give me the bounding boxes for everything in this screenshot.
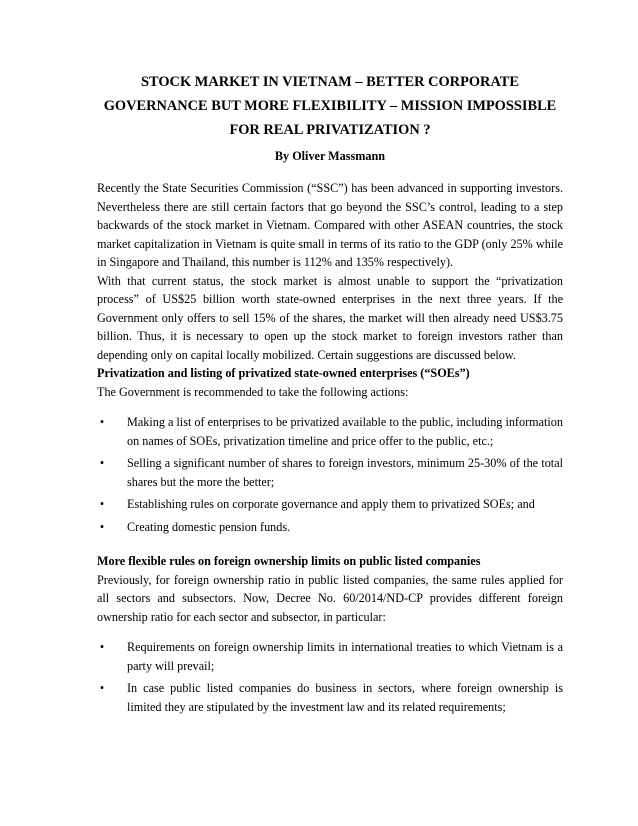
bullet-icon: • — [99, 497, 105, 511]
section-lead-privatization: The Government is recommended to take the following actions: — [97, 384, 409, 399]
author-byline: By Oliver Massmann — [274, 149, 386, 163]
section-heading-ownership: More flexible rules on foreign ownership limits on public listed companies — [97, 554, 481, 568]
list-item — [97, 454, 563, 491]
document-title — [97, 70, 563, 142]
bullet-icon: • — [99, 640, 105, 654]
list-item-text: Selling a significant number of shares to foreign investors, minimum 25-30% of the total shares but the more the better; — [127, 456, 563, 489]
bullet-icon: • — [99, 415, 105, 429]
list-item-text: Creating domestic pension funds. — [127, 519, 291, 534]
list-item — [97, 638, 563, 675]
document-page — [97, 70, 563, 732]
list-item-text: Requirements on foreign ownership limits in international treaties to which Vietnam is a party will prevail; — [127, 640, 563, 673]
intro-paragraph-1: Recently the State Securities Commission (“SSC”) has been advanced in supporting investors. Nevertheless there are still certain factors that go beyond the SSC’s control, leading to a step backwards of the stock market in Vietnam. Compared with other ASEAN countries, the stock market capitalization in Vietnam is quite small in terms of its ratio to the GDP (only 25% while in Singapore and Thailand, this number is 112% and 135% respectively). — [97, 181, 563, 269]
list-item — [97, 495, 563, 514]
list-item-text: In case public listed companies do business in sectors, where foreign ownership is limited they are stipulated by the investment law and its related requirements; — [127, 681, 563, 714]
ownership-bullet-list — [97, 638, 563, 716]
bullet-icon: • — [99, 519, 105, 534]
intro-paragraph-2: With that current status, the stock market is almost unable to support the “privatization process” of US$25 billion worth state-owned enterprises in the next three years. If the Government only offers to sell 15% of the shares, the market will then already need US$3.75 billion. Thus, it is necessary to open up the stock market to foreign investors rather than depending only on capital locally mobilized. Certain suggestions are discussed below. — [97, 273, 563, 362]
list-item — [97, 413, 563, 450]
list-item — [97, 679, 563, 716]
title-line-3: FOR REAL PRIVATIZATION ? — [229, 122, 431, 138]
list-item-text: Establishing rules on corporate governance and apply them to privatized SOEs; and — [127, 497, 535, 511]
list-item-text: Making a list of enterprises to be privatized available to the public, including information on names of SOEs, privatization timeline and price offer to the public, etc.; — [127, 415, 563, 448]
privatization-bullet-list — [97, 413, 563, 536]
section-heading-privatization: Privatization and listing of privatized state-owned enterprises (“SOEs”) — [97, 366, 470, 380]
title-line-2: GOVERNANCE BUT MORE FLEXIBILITY – MISSION IMPOSSIBLE — [103, 98, 557, 114]
bullet-icon: • — [99, 456, 105, 470]
list-item — [97, 518, 563, 537]
title-line-1: STOCK MARKET IN VIETNAM – BETTER CORPORATE — [141, 74, 519, 90]
bullet-icon: • — [99, 681, 105, 695]
section-body-ownership: Previously, for foreign ownership ratio in public listed companies, the same rules applied for all sectors and subsectors. Now, Decree No. 60/2014/ND-CP provides different foreign ownership ratio for each sector and subsector, in particular: — [97, 572, 563, 624]
